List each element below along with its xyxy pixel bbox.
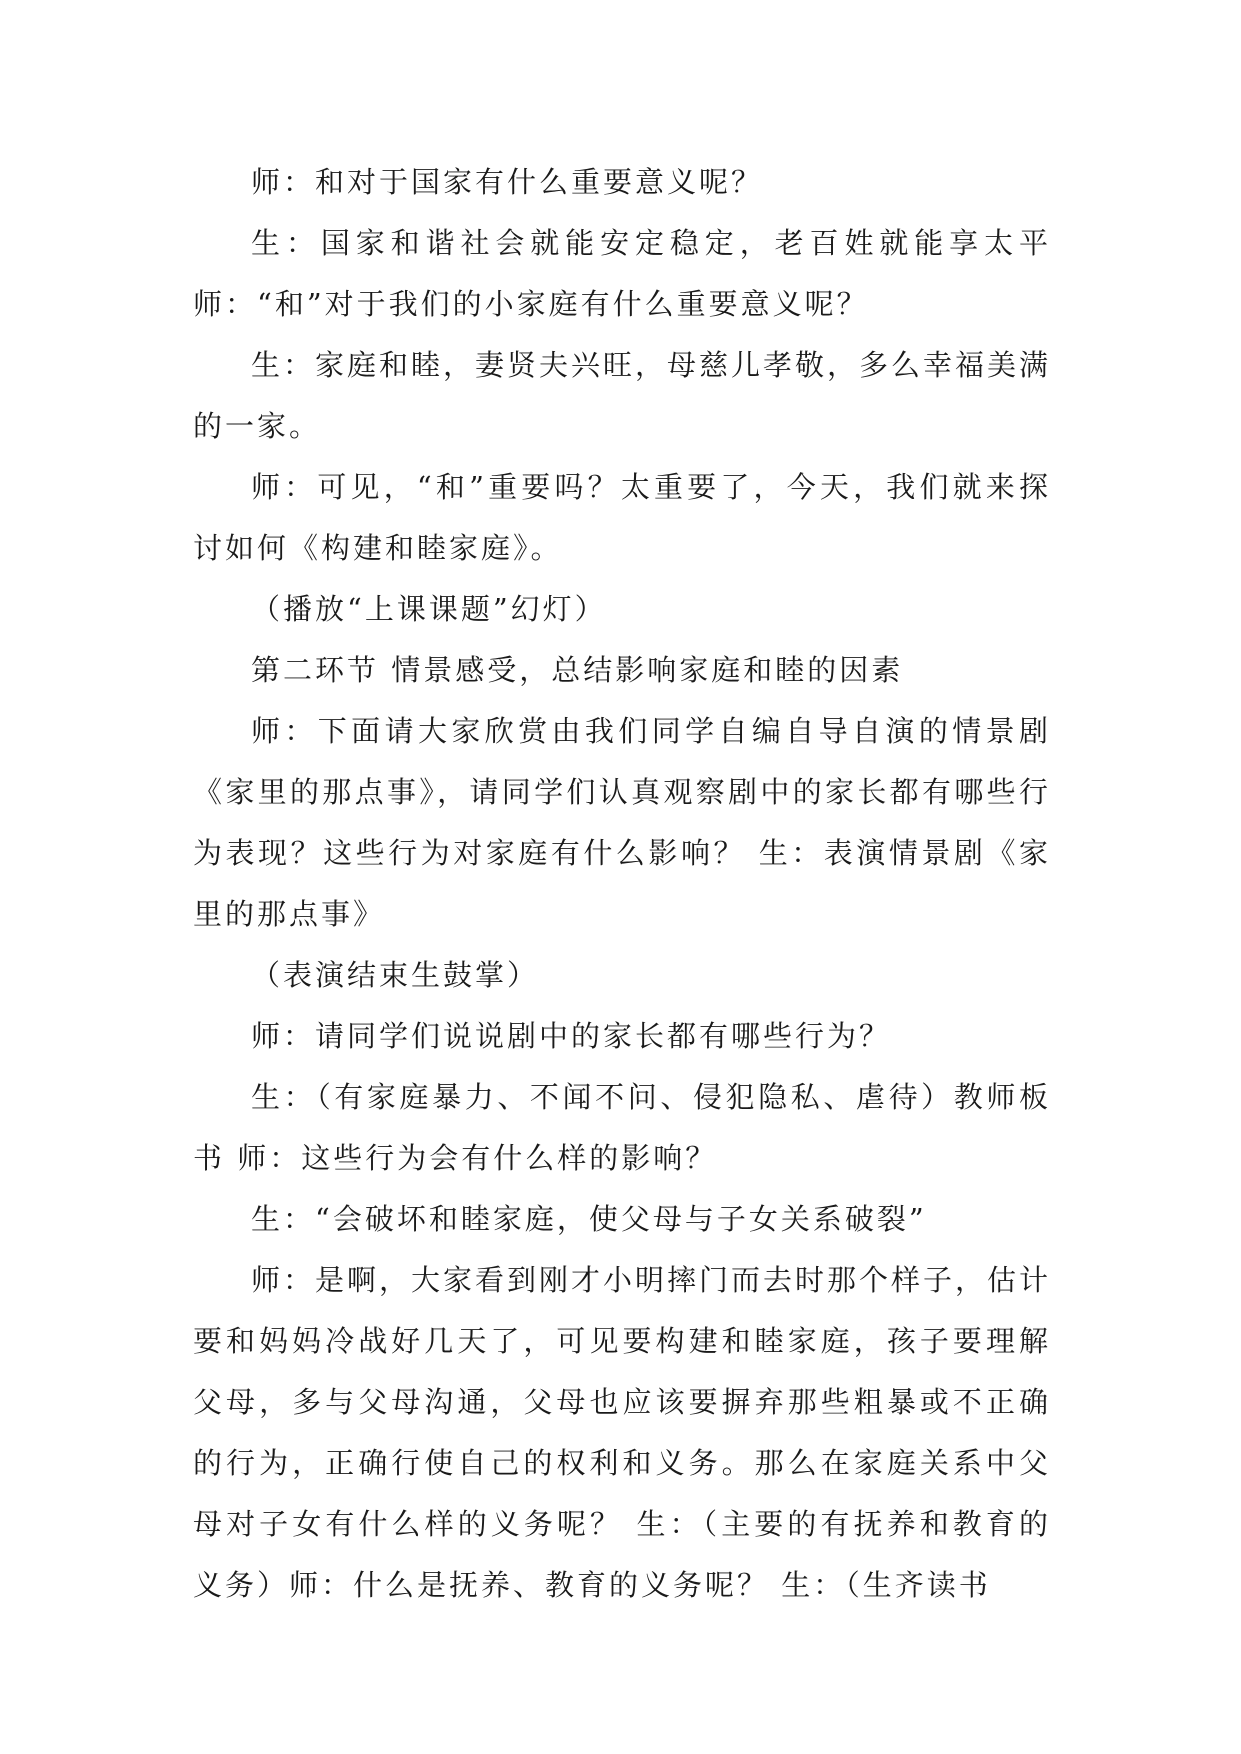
paragraph-7: 师：下面请大家欣赏由我们同学自编自导自演的情景剧《家里的那点事》，请同学们认真观察剧中的家长都有哪些行为表现？这些行为对家庭有什么影响？ 生：表演情景剧《家里的那点事》 — [193, 714, 1051, 931]
paragraph-4: 师：可见，“和”重要吗？太重要了，今天，我们就来探讨如何《构建和睦家庭》。 — [193, 470, 1051, 565]
paragraph-5: （播放“上课课题”幻灯） — [251, 592, 607, 626]
paragraph-1: 师：和对于国家有什么重要意义呢？ — [251, 165, 764, 199]
paragraph-10: 生：（有家庭暴力、不闻不问、侵犯隐私、虐待）教师板书 师：这些行为会有什么样的影响？ — [193, 1080, 1051, 1175]
paragraph-11: 生：“会破坏和睦家庭，使父母与子女关系破裂” — [251, 1202, 927, 1236]
paragraph-2: 生：国家和谐社会就能安定稳定，老百姓就能享太平师：“和”对于我们的小家庭有什么重要意义呢？ — [193, 226, 1051, 321]
paragraph-6-section-heading: 第二环节 情景感受，总结影响家庭和睦的因素 — [251, 653, 904, 687]
paragraph-8: （表演结束生鼓掌） — [251, 958, 540, 992]
paragraph-3: 生：家庭和睦，妻贤夫兴旺，母慈儿孝敬，多么幸福美满的一家。 — [193, 348, 1052, 443]
paragraph-9: 师：请同学们说说剧中的家长都有哪些行为？ — [251, 1019, 892, 1053]
paragraph-12: 师：是啊，大家看到刚才小明摔门而去时那个样子，估计要和妈妈冷战好几天了，可见要构建和睦家庭，孩子要理解父母，多与父母沟通，父母也应该要摒弃那些粗暴或不正确的行为，正确行使自己的权利和义务。那么在家庭关系中父母对子女有什么样的义务呢？ 生：（主要的有抚养和教育的义务）师：什么是抚养、教育的义务呢？ 生：（生齐读书 — [193, 1263, 1052, 1602]
document-body — [193, 152, 1051, 1616]
